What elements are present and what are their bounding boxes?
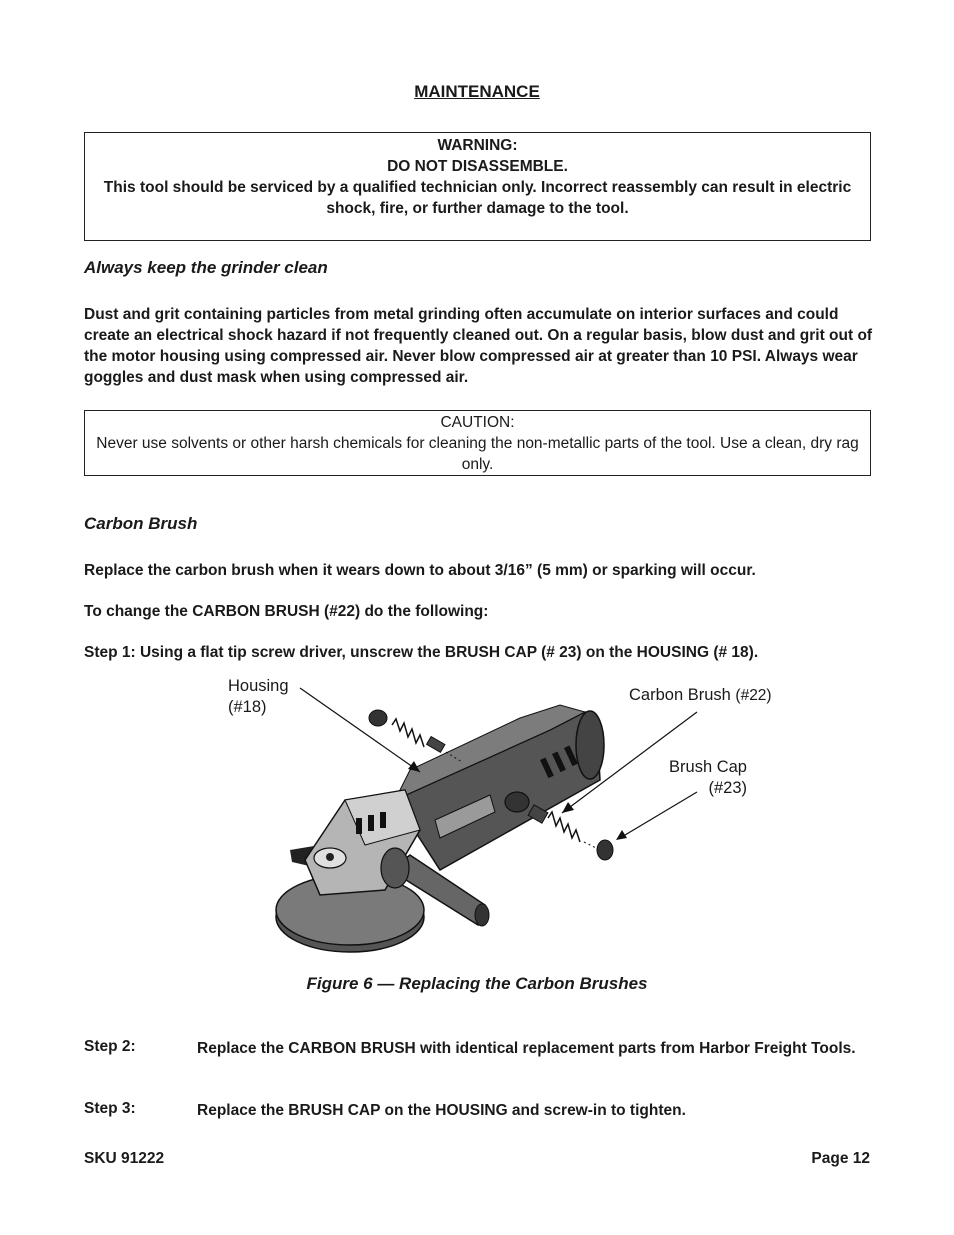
brush-heading: Carbon Brush [84,514,198,533]
caution-heading: CAUTION: [440,414,515,431]
upper-spring [392,719,424,747]
warning-text: This tool should be serviced by a qualified technician only. Incorrect reassembly can result in electric shock, fire, or further damage to the tool. [103,179,852,217]
caution-text: Never use solvents or other harsh chemicals for cleaning the non-metallic parts of the tool. Use a clean, dry rag only. [96,435,859,473]
brush-cap-label-text: Brush Cap [669,758,747,776]
page-title: MAINTENANCE [414,82,540,101]
housing-brush-port [505,792,529,812]
clean-paragraph: Dust and grit containing particles from metal grinding often accumulate on interior surfaces and could create an electrical shock hazard if not frequently cleaned out. On a regular basis, blow dust and grit out of the motor housing using compressed air. Never blow compressed air at greater than 10 PSI. Always wear goggles and dust mask when using compressed air. [84,306,873,386]
housing-label-num: (#18) [228,698,267,716]
brush-paragraph-2: To change the CARBON BRUSH (#22) do the following: [84,603,489,620]
lower-spring [548,812,580,842]
figure-caption: Figure 6 — Replacing the Carbon Brushes [306,974,648,993]
brush-cap-label-num: (#23) [708,779,747,797]
carbon-brush-label-num: (#22) [735,687,772,704]
brush-paragraph-1: Replace the carbon brush when it wears down to about 3/16” (5 mm) or sparking will occur. [84,562,756,579]
upper-carbon-brush [427,737,445,753]
warning-heading: WARNING: [437,137,518,154]
housing-end [576,711,604,779]
clean-heading: Always keep the grinder clean [84,258,328,277]
carbon-brush-label-text: Carbon Brush [629,686,731,704]
housing-label-text: Housing [228,677,289,695]
step-3-text: Replace the BRUSH CAP on the HOUSING and screw-in to tighten. [197,1102,686,1119]
housing-label [228,676,289,718]
step-2-number: Step 2: [84,1038,136,1055]
warning-subheading: DO NOT DISASSEMBLE. [387,158,568,175]
carbon-brush-label [629,685,772,706]
step-3-number: Step 3: [84,1100,136,1117]
step-2-text: Replace the CARBON BRUSH with identical replacement parts from Harbor Freight Tools. [197,1040,856,1057]
brush-cap-label [657,757,747,799]
step-1-text: Step 1: Using a flat tip screw driver, unscrew the BRUSH CAP (# 23) on the HOUSING (# 18). [84,644,759,661]
footer-sku: SKU 91222 [84,1150,165,1167]
footer-page-number: Page 12 [811,1150,870,1167]
upper-brush-cap [369,710,387,726]
lower-brush-cap [597,840,613,860]
